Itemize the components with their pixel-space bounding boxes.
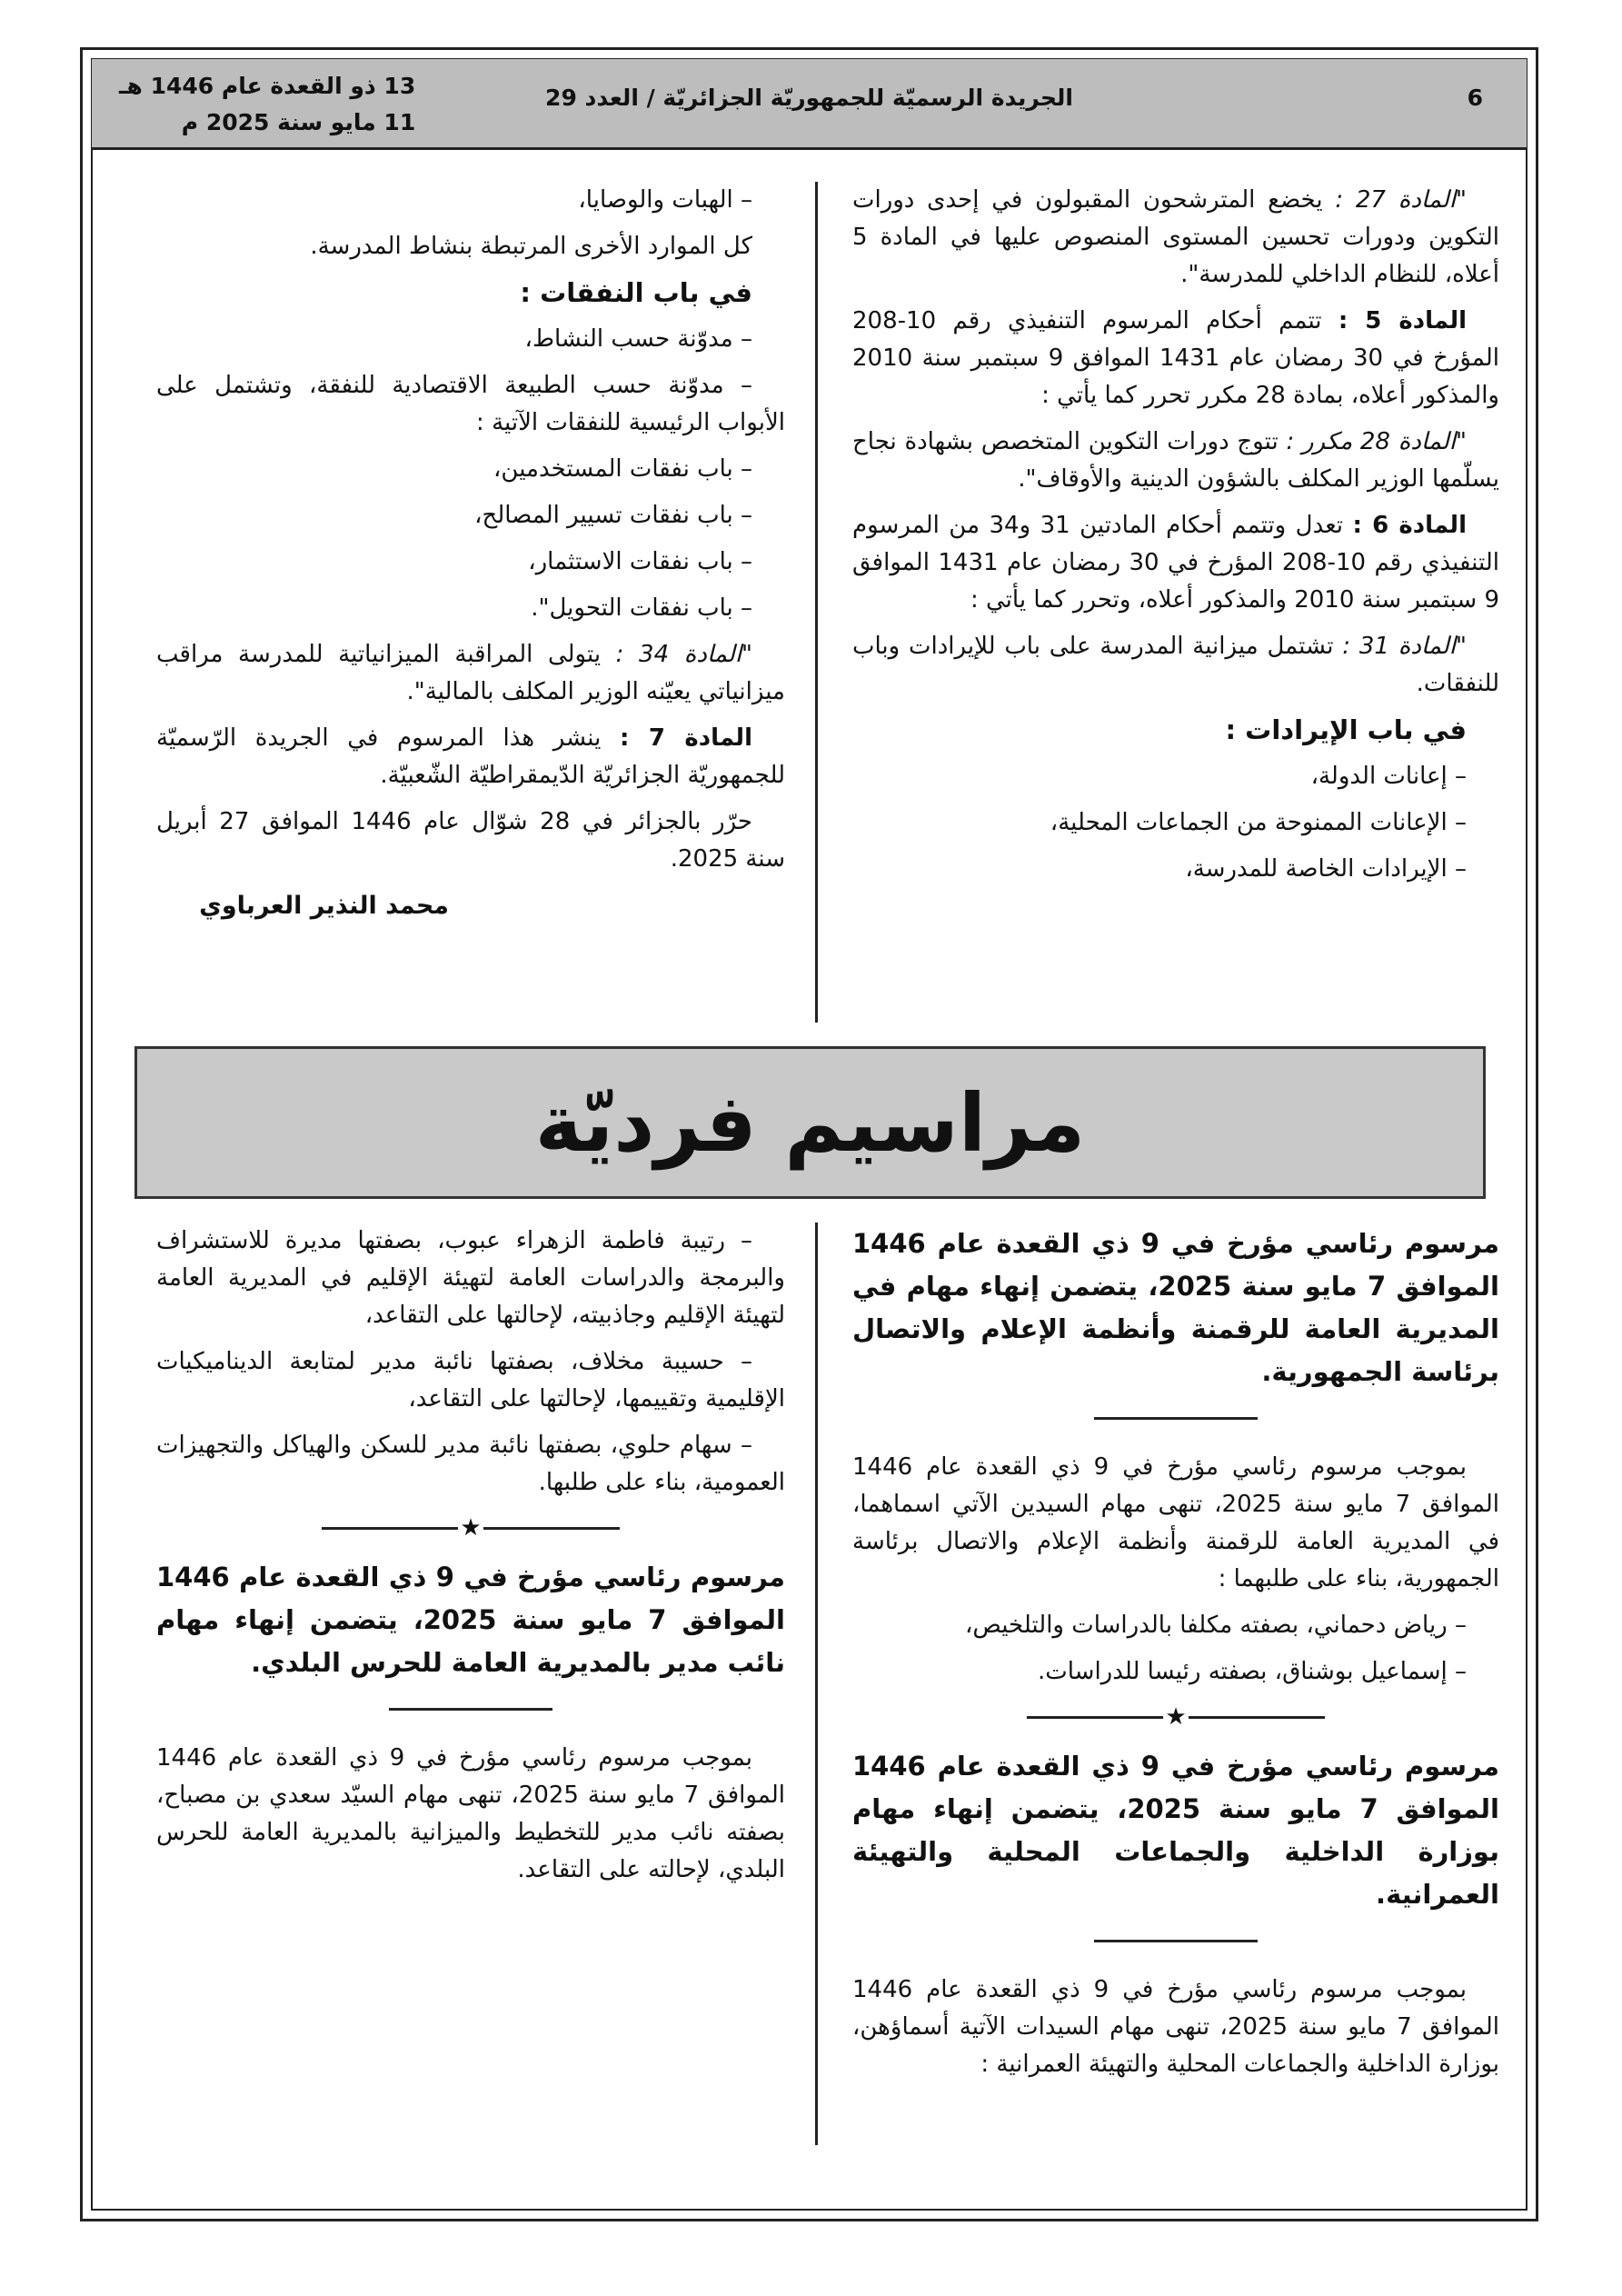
article-28-bis-label: "المادة 28 مكرر : (1286, 428, 1467, 455)
article-7-text: ينشر هذا المرسوم في الجريدة الرّسميّة للجمهوريّة الجزائريّة الدّيمقراطيّة الشّعبيّة. (156, 724, 785, 789)
decree-2-item: – حسيبة مخلاف، بصفتها نائبة مدير لمتابعة الديناميكيات الإقليمية وتقييمها، لإحالتها على التقاعد، (156, 1348, 785, 1413)
signature: محمد النذير العرباوي (199, 892, 449, 920)
article-31 (852, 628, 1499, 703)
page-header (92, 59, 1527, 150)
article-6-label: المادة 6 : (1352, 512, 1467, 539)
expense-chapter: – باب نفقات تسيير المصالح، (474, 502, 752, 529)
article-27-text: يخضع المترشحون المقبولون في إحدى دورات التكوين ودورات تحسين المستوى المنصوص عليها في المادة 5 أعلاه، للنظام الداخلي للمدرسة". (852, 186, 1499, 288)
decree-1-title: مرسوم رئاسي مؤرخ في 9 ذي القعدة عام 1446 الموافق 7 مايو سنة 2025، يتضمن إنهاء مهام في المديرية العامة للرقمنة وأنظمة الإعلام والاتصال برئاسة الجمهورية. (852, 1228, 1499, 1387)
expense-chapter: – باب نفقات المستخدمين، (493, 455, 752, 483)
column-bottom-right (852, 1223, 1499, 2092)
article-5-label: المادة 5 : (1338, 307, 1467, 334)
article-27 (852, 182, 1499, 294)
decree-1-item: – إسماعيل بوشناق، بصفته رئيسا للدراسات. (1038, 1658, 1467, 1685)
expense-item: – مدوّنة حسب النشاط، (524, 325, 752, 353)
column-divider-top (815, 182, 818, 1023)
column-top-right (852, 182, 1499, 897)
article-7-label: المادة 7 : (620, 724, 752, 752)
revenue-item: – الإعانات الممنوحة من الجماعات المحلية، (1050, 809, 1467, 836)
decree-2-title: مرسوم رئاسي مؤرخ في 9 ذي القعدة عام 1446 الموافق 7 مايو سنة 2025، يتضمن إنهاء مهام بوزارة الداخلية والجماعات المحلية والتهيئة العمرانية. (852, 1751, 1499, 1910)
expense-heading: في باب النفقات : (520, 277, 752, 308)
separator-line (1027, 1716, 1163, 1719)
article-5 (852, 303, 1499, 414)
article-7 (156, 720, 785, 794)
decree-1-item: – رياض دحماني، بصفته مكلفا بالدراسات والتلخيص، (964, 1612, 1467, 1639)
article-31-label: "المادة 31 : (1342, 633, 1467, 660)
separator-rule (1094, 1940, 1258, 1942)
decree-2-item: – سهام حلوي، بصفتها نائبة مدير للسكن والهياكل والتجهيزات العمومية، بناء على طلبها. (156, 1432, 785, 1496)
article-27-label: "المادة 27 : (1335, 186, 1467, 214)
star-separator (156, 1516, 785, 1540)
header-date-hijri: 13 ذو القعدة عام 1446 هـ (119, 73, 416, 99)
banner-title: مراسيم فرديّة (534, 1075, 1086, 1170)
article-6 (852, 507, 1499, 619)
revenue-item-gifts: – الهبات والوصايا، (578, 186, 752, 214)
decree-3-body: بموجب مرسوم رئاسي مؤرخ في 9 ذي القعدة عام 1446 الموافق 7 مايو سنة 2025، تنهى مهام السيّد سعدي بن مصباح، بصفته نائب مدير للتخطيط والميزانية بالمديرية العامة للحرس البلدي، لإحالته على التقاعد. (156, 1744, 785, 1883)
revenue-heading: في باب الإيرادات : (1225, 714, 1467, 745)
article-31-text: تشتمل ميزانية المدرسة على باب للإيرادات وباب للنفقات. (852, 633, 1499, 697)
page-number: 6 (1467, 85, 1483, 111)
article-34-text: يتولى المراقبة الميزانياتية للمدرسة مراقب ميزانياتي يعيّنه الوزير المكلف بالمالية". (156, 641, 785, 705)
column-top-left (156, 182, 785, 933)
separator-rule (389, 1708, 552, 1711)
article-5-text: تتمم أحكام المرسوم التنفيذي رقم 10-208 المؤرخ في 30 رمضان عام 1431 الموافق 9 سبتمبر سنة 2010 والمذكور أعلاه، بمادة 28 مكرر تحرر كما يأتي : (852, 307, 1499, 409)
done-at: حرّر بالجزائر في 28 شوّال عام 1446 الموافق 27 أبريل سنة 2025. (156, 808, 785, 873)
header-date-gregorian: 11 مايو سنة 2025 م (181, 109, 416, 135)
expense-chapter: – باب نفقات الاستثمار، (528, 548, 752, 575)
separator-line (322, 1527, 458, 1530)
article-28-bis (852, 424, 1499, 498)
header-title: الجريدة الرسميّة للجمهوريّة الجزائريّة / العدد 29 (545, 85, 1073, 111)
decree-2-body: بموجب مرسوم رئاسي مؤرخ في 9 ذي القعدة عام 1446 الموافق 7 مايو سنة 2025، تنهى مهام السيدات الآتية أسماؤهن، بوزارة الداخلية والجماعات المحلية والتهيئة العمرانية : (852, 1976, 1499, 2078)
star-separator (852, 1705, 1499, 1729)
star-icon: ★ (460, 1514, 482, 1542)
separator-line (1189, 1716, 1325, 1719)
revenue-item: – الإيرادات الخاصة للمدرسة، (1185, 855, 1467, 883)
article-28-bis-text: تتوج دورات التكوين المتخصص بشهادة نجاح يسلّمها الوزير المكلف بالشؤون الدينية والأوقاف". (852, 428, 1499, 493)
section-banner (134, 1046, 1486, 1199)
column-bottom-left (156, 1223, 785, 1898)
column-divider-bottom (815, 1223, 818, 2145)
decree-2-item: – رتيبة فاطمة الزهراء عبوب، بصفتها مديرة للاستشراف والبرمجة والدراسات العامة لتهيئة الإقليم في المديرية العامة لتهيئة الإقليم وجاذبيته، لإحالتها على التقاعد، (156, 1227, 785, 1329)
revenue-item-other: كل الموارد الأخرى المرتبطة بنشاط المدرسة. (310, 233, 752, 260)
expense-chapter: – باب نفقات التحويل". (531, 594, 752, 622)
article-34 (156, 636, 785, 711)
article-34-label: "المادة 34 : (615, 641, 753, 668)
separator-line (483, 1527, 620, 1530)
decree-3-title: مرسوم رئاسي مؤرخ في 9 ذي القعدة عام 1446 الموافق 7 مايو سنة 2025، يتضمن إنهاء مهام نائب مدير بالمديرية العامة للحرس البلدي. (156, 1562, 785, 1678)
star-icon: ★ (1165, 1703, 1187, 1731)
separator-rule (1094, 1417, 1258, 1420)
expense-item: – مدوّنة حسب الطبيعة الاقتصادية للنفقة، وتشتمل على الأبواب الرئيسية للنفقات الآتية : (156, 372, 785, 436)
revenue-item: – إعانات الدولة، (1310, 763, 1467, 790)
decree-1-body: بموجب مرسوم رئاسي مؤرخ في 9 ذي القعدة عام 1446 الموافق 7 مايو سنة 2025، تنهى مهام السيدين الآتي اسماهما، في المديرية العامة للرقمنة وأنظمة الإعلام والاتصال برئاسة الجمهورية، بناء على طلبهما : (852, 1453, 1499, 1592)
article-6-text: تعدل وتتمم أحكام المادتين 31 و34 من المرسوم التنفيذي رقم 10-208 المؤرخ في 30 رمضان عام 1431 الموافق 9 سبتمبر سنة 2010 والمذكور أعلاه، وتحرر كما يأتي : (852, 512, 1500, 614)
